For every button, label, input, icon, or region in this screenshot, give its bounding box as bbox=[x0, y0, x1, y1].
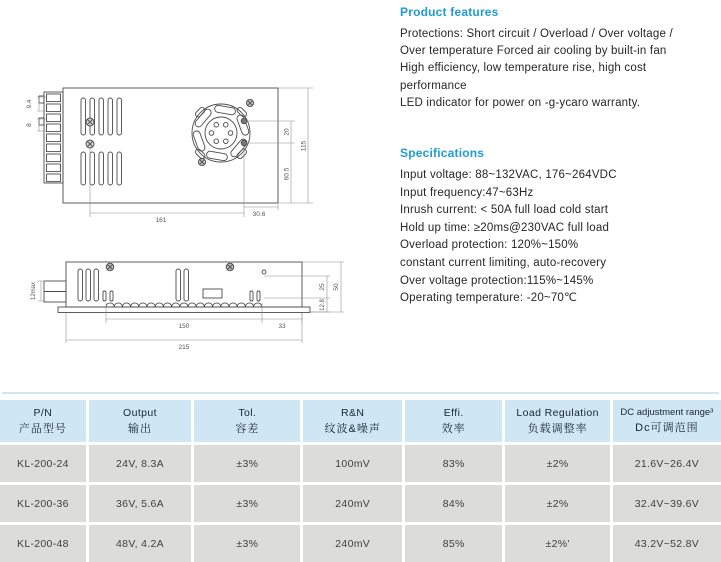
table-cell: 83% bbox=[405, 445, 503, 482]
terminal-connector bbox=[44, 281, 66, 302]
feature-line: Protections: Short circuit / Overload / Over voltage / bbox=[400, 28, 673, 40]
header-cell-ripple-noise: R&N 纹波&噪声 bbox=[303, 400, 401, 442]
table-cell: 85% bbox=[405, 525, 503, 562]
dimension-label: 8 bbox=[26, 123, 33, 127]
table-cell: KL-200-36 bbox=[0, 485, 86, 522]
table-cell: 240mV bbox=[303, 485, 401, 522]
dimension-label: 33 bbox=[278, 323, 286, 330]
table-cell: KL-200-24 bbox=[0, 445, 86, 482]
dimension-label: 150 bbox=[178, 323, 190, 330]
spec-line: Over voltage protection:115%~145% bbox=[400, 274, 594, 287]
specifications-section bbox=[400, 146, 718, 308]
technical-drawings bbox=[0, 0, 400, 390]
table-cell: ±3% bbox=[194, 525, 300, 562]
table-cell: 21.6V~26.4V bbox=[613, 445, 721, 482]
table-cell: 43.2V~52.8V bbox=[613, 525, 721, 562]
table-cell: ±2%' bbox=[505, 525, 609, 562]
spec-line: Input voltage: 88~132VAC, 176~264VDC bbox=[400, 169, 617, 181]
table-cell: 32.4V~39.6V bbox=[613, 485, 721, 522]
spec-line: Hold up time: ≥20ms@230VAC full load bbox=[400, 221, 610, 234]
spec-line: Inrush current: < 50A full load cold start bbox=[400, 204, 609, 217]
dimension-label: 115 bbox=[300, 140, 308, 152]
product-features-title: Product features bbox=[400, 5, 499, 19]
specifications-title: Specifications bbox=[400, 146, 485, 160]
table-cell: 36V, 5.6A bbox=[89, 485, 191, 522]
dimension-label: 9.4 bbox=[26, 99, 33, 109]
table-cell: 24V, 8.3A bbox=[89, 445, 191, 482]
spec-line: Input frequency:47~63Hz bbox=[400, 186, 534, 199]
header-cell-efficiency: Effi. 效率 bbox=[405, 400, 503, 442]
table-cell: 100mV bbox=[303, 445, 401, 482]
table-cell: ±3% bbox=[194, 445, 300, 482]
dimension-label: 12max bbox=[31, 281, 37, 301]
table-cell: 240mV bbox=[303, 525, 401, 562]
table-top-rule bbox=[2, 392, 719, 394]
dimension-label: 161 bbox=[155, 217, 167, 224]
table-cell: ±2% bbox=[505, 485, 609, 522]
dimension-label: 30.6 bbox=[252, 211, 266, 218]
table-cell: KL-200-48 bbox=[0, 525, 86, 562]
table-cell: ±3% bbox=[194, 485, 300, 522]
table-cell: 84% bbox=[405, 485, 503, 522]
dimension-label: 12.8 bbox=[320, 299, 326, 311]
header-cell-tolerance: Tol. 容差 bbox=[194, 400, 300, 442]
dimension-label: 20 bbox=[283, 128, 291, 136]
product-features-section bbox=[400, 5, 718, 112]
spec-line: Overload protection: 120%~150% bbox=[400, 239, 579, 252]
feature-line: High efficiency, low temperature rise, high cost bbox=[400, 62, 647, 75]
dimension-label: 25 bbox=[319, 283, 326, 291]
feature-line: LED indicator for power on -g-ycaro warranty. bbox=[400, 96, 641, 109]
table-cell: 48V, 4.2A bbox=[89, 525, 191, 562]
terminal-block bbox=[39, 92, 63, 183]
table-cell: ±2% bbox=[505, 445, 609, 482]
side-view-drawing bbox=[31, 262, 344, 351]
spec-line: constant current limiting, auto-recovery bbox=[400, 256, 607, 269]
dimension-label: 60.5 bbox=[283, 167, 291, 181]
feature-line: performance bbox=[400, 79, 467, 92]
model-spec-table bbox=[0, 400, 721, 562]
header-cell-output: Output 输出 bbox=[89, 400, 191, 442]
header-cell-dc-adjust-range: DC adjustment range³ Dc可调范围 bbox=[613, 400, 721, 442]
feature-line: Over temperature Forced air cooling by built-in fan bbox=[400, 45, 667, 58]
dimension-label: 50 bbox=[333, 283, 340, 291]
header-cell-pn: P/N 产品型号 bbox=[0, 400, 86, 442]
top-view-drawing bbox=[26, 88, 313, 224]
header-cell-load-regulation: Load Regulation 负载调整率 bbox=[505, 400, 609, 442]
dimension-label: 215 bbox=[178, 344, 190, 351]
spec-line: Operating temperature: -20~70℃ bbox=[400, 292, 578, 305]
